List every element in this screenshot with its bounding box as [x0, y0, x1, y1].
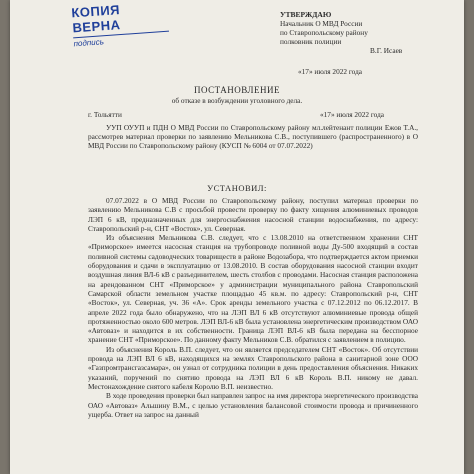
document-city: г. Тольятти: [88, 110, 122, 119]
body-paragraph: 07.07.2022 в О МВД России по Ставропольскому району, поступил материал проверки по заявлению Мельникова С.В с просьбой провести проверку по факту хищения алюминиевых проводов ЛЭП 6 кВ, предназначенных для энергоснабжения насосной станции водоснабжения, по адресу: Ставропольский р-н, СНТ «Восток», ул. Северная.: [88, 196, 418, 233]
document-body: [88, 196, 418, 419]
body-paragraph: Из объяснения Король В.П. следует, что он является председателем СНТ «Восток». Об отсутствии провода на ЛЭП ВЛ 6 кВ, находящихся на землях Ставропольского района в санитарной зоне ООО «Газпромтрансгазсамара», он узнал от сотрудника полиции в день предоставления объяснения. Никаких указаний, поручений по снятию провода на ЛЭП ВЛ 6 кВ Король В.П. никому не давал. Местонахождение снятого кабеля Королю В.П. неизвестно.: [88, 344, 418, 391]
body-paragraph: В ходе проведения проверки был направлен запрос на имя директора энергетического производства ОАО «Автоваз» Альшину В.М., с целью установления балансовой стоимости провода и причиненного ущерба. Ответ на запрос на данный: [88, 391, 418, 419]
copy-stamp: [70, 0, 171, 49]
document-page: [10, 0, 464, 474]
document-date: «17» июля 2022 года: [320, 110, 385, 119]
approval-line-3: полковник полиции: [280, 37, 342, 46]
established-heading: УСТАНОВИЛ:: [207, 183, 267, 193]
intro-paragraph: УУП ОУУП и ПДН О МВД России по Ставропольскому району мл.лейтенант полиции Ежов Т.А., рассмотрев материал проверки по заявлению Мельникова С.В., поступившего (распространенного) в О МВД России по Ставропольскому району (КУСП № 6004 от 07.07.2022): [88, 123, 418, 151]
approval-line-2: по Ставропольскому району: [280, 28, 368, 37]
stamp-signature: подпись: [73, 37, 105, 49]
document-subtitle: об отказе в возбуждении уголовного дела.: [171, 96, 303, 105]
approval-date: «17» июля 2022 года: [298, 67, 363, 76]
body-paragraph: Из объяснения Мельникова С.В. следует, что с 13.08.2010 на ответственном хранении СНТ «Приморское» имеется насосная станция на трубопроводе поливной воды Ду-500 входящий в состав поливной системы садоводческих товариществ в районе Водозабора, что подтверждается актом приемки оборудования и сдачи в эксплуатацию от 13.08.2010. В состав оборудования насосной станции входит воздушная линия ВЛ-6 кВ с разъединителем, шесть столбов с проводами. Насосная станция расположена на арендованном СНТ «Приморское» у администрации муниципального района Ставропольский Самарской области земельном участке площадью 45 кв.м. по адресу: Ставропольский р-н, СНТ «Восток», ул. Северная, уч. 36 «А». Срок аренды земельного участка с 07.12.2012 по 06.12.2017. В апреле 2022 года было обнаружено, что на ЛЭП ВЛ 6 кВ отсутствуют алюминиевые провода общей протяженностью около 600 метров. ЛЭП ВЛ-6 кВ была установлена энергетическим производством ОАО «Автоваз» и находится в их собственности. Граница ЛЭП ВЛ-6 кВ была передана на бесспорное хранение СНТ «Приморское». По данному факту Мельников С.В. обратился с заявлением в полицию.: [88, 233, 418, 345]
stamp-title: КОПИЯ ВЕРНА: [70, 2, 121, 36]
approval-block: [280, 10, 460, 76]
approval-heading: УТВЕРЖДАЮ: [280, 10, 332, 19]
document-title: ПОСТАНОВЛЕНИЕ: [194, 85, 280, 95]
approval-name: В.Г. Исаев: [370, 46, 403, 55]
approval-line-1: Начальник О МВД России: [280, 19, 363, 28]
